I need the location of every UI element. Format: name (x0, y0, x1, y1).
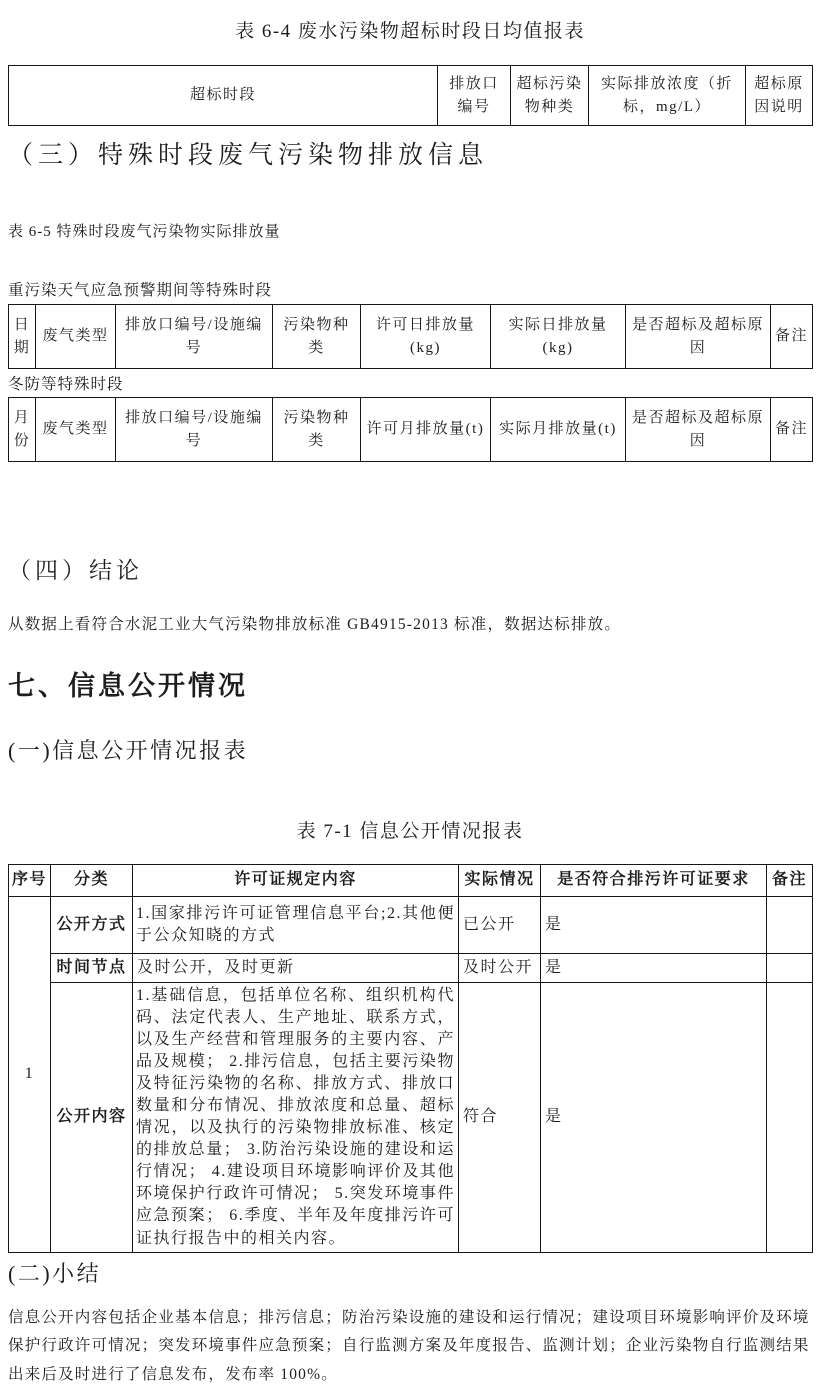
t71-comply-method: 是 (541, 896, 767, 953)
conclusion-paragraph: 从数据上看符合水泥工业大气污染物排放标准 GB4915-2013 标准，数据达标排放。 (8, 616, 622, 633)
table-7-1-caption: 表 7-1 信息公开情况报表 (296, 820, 524, 842)
t65a-header-actual-daily: 实际日排放量(kg) (491, 305, 626, 369)
t65a-header-exceed-reason: 是否超标及超标原因 (626, 305, 771, 369)
table-row (9, 896, 813, 953)
table-row (9, 398, 813, 462)
table-6-5-caption: 表 6-5 特殊时段废气污染物实际排放量 (8, 224, 281, 240)
table-6-5-heavy-pollution (8, 304, 813, 369)
table-6-4 (8, 65, 813, 126)
t71-note-timing (767, 953, 813, 982)
t71-actual-content: 符合 (459, 982, 541, 1252)
t64-header-exceed-reason: 超标原因说明 (746, 66, 813, 126)
t65a-header-note: 备注 (771, 305, 813, 369)
table-7-1 (8, 864, 813, 1253)
chapter-7-heading: 七、信息公开情况 (8, 670, 248, 701)
t71-comply-timing: 是 (541, 953, 767, 982)
t71-note-method (767, 896, 813, 953)
table-row (9, 953, 813, 982)
t64-header-exceed-period: 超标时段 (9, 66, 438, 126)
t65b-header-gas-type: 废气类型 (36, 398, 116, 462)
t71-header-category: 分类 (51, 864, 133, 896)
summary-paragraph: 信息公开内容包括企业基本信息；排污信息；防治污染设施的建设和运行情况；建设项目环境影响评价及环境保护行政许可情况；突发环境事件应急预案；自行监测方案及年度报告、监测计划；企业污染物自行监测结果出来后及时进行了信息发布，发布率 100%。 (8, 1308, 810, 1383)
t65b-header-exceed-reason: 是否超标及超标原因 (626, 398, 771, 462)
table-row (9, 305, 813, 369)
t71-header-seq: 序号 (9, 864, 51, 896)
table-header-row (9, 864, 813, 896)
table-6-4-caption: 表 6-4 废水污染物超标时段日均值报表 (235, 21, 585, 42)
t65b-header-permitted-monthly: 许可月排放量(t) (361, 398, 491, 462)
section-3-heading: （三）特殊时段废气污染物排放信息 (8, 142, 489, 169)
t71-required-timing: 及时公开，及时更新 (133, 953, 459, 982)
t71-category-method: 公开方式 (51, 896, 133, 953)
table-6-5-winter (8, 397, 813, 462)
t65a-header-gas-type: 废气类型 (36, 305, 116, 369)
t65b-header-pollutant-type: 污染物种类 (273, 398, 361, 462)
t71-actual-method: 已公开 (459, 896, 541, 953)
t71-category-timing: 时间节点 (51, 953, 133, 982)
table-row (9, 982, 813, 1252)
t64-header-pollutant-type: 超标污染物种类 (511, 66, 589, 126)
t71-required-content: 1.基础信息，包括单位名称、组织机构代码、法定代表人、生产地址、联系方式，以及生产经营和管理服务的主要内容、产品及规模； 2.排污信息，包括主要污染物及特征污染物的名称、排放方式、排放口数量和分布情况、排放浓度和总量、超标情况，以及执行的污染物排放标准、核定的排放总量； 3.防治污染设施的建设和运行情况； 4.建设项目环境影响评价及其他环境保护行政许可情况； 5.突发环境事件应急预案； 6.季度、半年及年度排污许可证执行报告中的相关内容。 (133, 982, 459, 1252)
winter-period-label: 冬防等特殊时段 (8, 376, 124, 393)
section-7-1-heading: (一)信息公开情况报表 (8, 737, 249, 763)
t71-category-content: 公开内容 (51, 982, 133, 1252)
t71-seq-value: 1 (9, 896, 51, 1252)
t65b-header-outlet-no: 排放口编号/设施编号 (116, 398, 273, 462)
t64-header-outlet-no: 排放口编号 (438, 66, 511, 126)
t65a-header-permitted-daily: 许可日排放量(kg) (361, 305, 491, 369)
t71-header-permit-content: 许可证规定内容 (133, 864, 459, 896)
section-4-heading: （四）结论 (8, 558, 143, 583)
t71-actual-timing: 及时公开 (459, 953, 541, 982)
heavy-pollution-period-label: 重污染天气应急预警期间等特殊时段 (8, 282, 273, 299)
t71-header-note: 备注 (767, 864, 813, 896)
t65b-header-actual-monthly: 实际月排放量(t) (491, 398, 626, 462)
t71-comply-content: 是 (541, 982, 767, 1252)
section-7-2-heading: (二)小结 (8, 1260, 102, 1286)
t65b-header-note: 备注 (771, 398, 813, 462)
table-row (9, 66, 813, 126)
t71-note-content (767, 982, 813, 1252)
t71-header-actual: 实际情况 (459, 864, 541, 896)
t65a-header-date: 日期 (9, 305, 36, 369)
t65a-header-pollutant-type: 污染物种类 (273, 305, 361, 369)
t65b-header-month: 月份 (9, 398, 36, 462)
t71-required-method: 1.国家排污许可证管理信息平台;2.其他便于公众知晓的方式 (133, 896, 459, 953)
t64-header-actual-concentration: 实际排放浓度（折标，mg/L） (589, 66, 746, 126)
t71-header-comply: 是否符合排污许可证要求 (541, 864, 767, 896)
t65a-header-outlet-no: 排放口编号/设施编号 (116, 305, 273, 369)
